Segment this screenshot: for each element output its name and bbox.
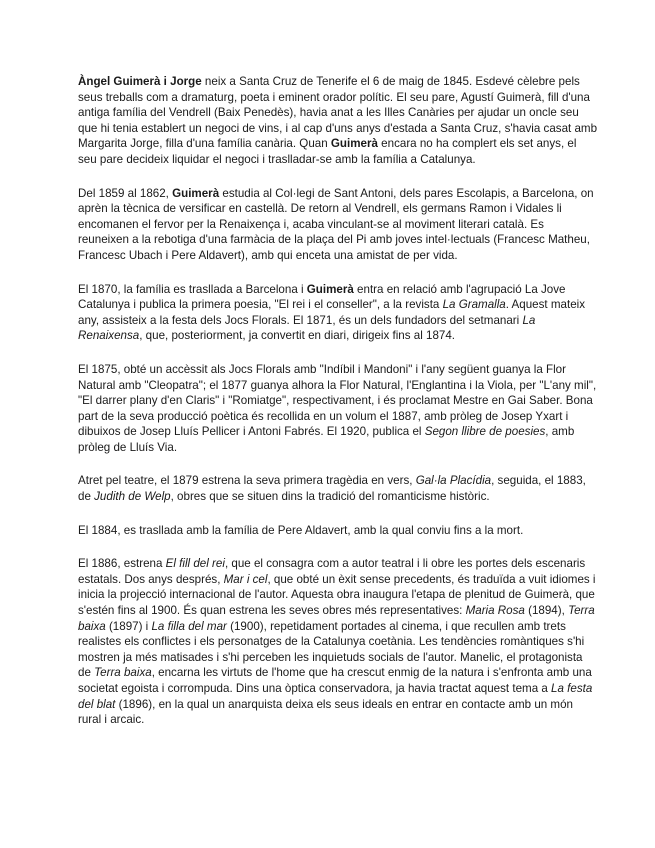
text-run: Del 1859 al 1862, (78, 186, 173, 200)
italic-run: La Gramalla (442, 298, 506, 312)
bold-run: Guimerà (172, 186, 220, 200)
text-run: . Aquest mateix any, assisteix a la festa dels Jocs Florals. El 1871, és un dels fundadors del setmanari (78, 298, 586, 327)
text-run: (1896), en la qual un anarquista deixa els seus ideals en entrar en contacte amb un món rural i arcaic. (78, 697, 573, 727)
italic-run: Mar i cel (223, 572, 268, 586)
text-run: , que, posteriorment, ja convertit en diari, dirigeix fins al 1874. (139, 329, 456, 343)
text-run: entra en relació amb l'agrupació La Jove Catalunya i publica la primera poesia, "El rei i el conseller", a la revista (78, 282, 566, 312)
bold-run: Guimerà (330, 137, 378, 151)
italic-run: Segon llibre de poesies (424, 425, 546, 439)
paragraph-jocs-florals (78, 362, 598, 456)
paragraph-theatre (78, 473, 598, 504)
text-run: , que el consagra com a autor teatral i li obre les portes dels escenaris estatals. Dos anys després, (78, 557, 586, 586)
paragraph-education (78, 186, 598, 264)
paragraph-major-works (78, 556, 598, 728)
paragraph-intro (78, 74, 598, 168)
text-run: , seguida, el 1883, de (78, 474, 586, 504)
italic-run: Gal·la Placídia (415, 474, 492, 488)
italic-run: Judith de Welp (94, 490, 171, 504)
text-run: , amb pròleg de Lluís Via. (78, 425, 575, 454)
text-run: (1897) i (105, 619, 152, 633)
document-body (78, 74, 598, 728)
text-run: (1900), repetidament portades al cinema, i que recullen amb trets realistes els conflictes i els personatges de la Catalunya coetània. Les tendències romàntiques s'hi mostren ja més matisades i s'hi perceben les inquietuds socials de l'autor. Manelic, el protagonista de (78, 619, 585, 680)
italic-run: El fill del rei (165, 557, 225, 571)
text-run: El 1884, es trasllada amb la família de Pere Aldavert, amb la qual conviu fins a la mort. (78, 523, 524, 537)
italic-run: La festa del blat (78, 682, 593, 711)
bold-run: Àngel Guimerà i Jorge (78, 75, 202, 88)
italic-run: Terra baixa (94, 666, 152, 680)
italic-run: La Renaixensa (78, 313, 536, 343)
bold-run: Guimerà (306, 282, 354, 296)
text-run: encara no ha complert els set anys, el seu pare decideix liquidar el negoci i traslladar-se amb la família a Catalunya. (78, 137, 577, 166)
text-run: neix a Santa Cruz de Tenerife el 6 de maig de 1845. Esdevé cèlebre pels seus treballs com a dramaturg, poeta i eminent orador polític. El seu pare, Agustí Guimerà, fill d'una antiga família del Vendrell (Baix Penedès), havia anat a les Illes Canàries per ajudar un oncle seu que hi tenia establert un negoci de vins, i al cap d'uns anys d'estada a Santa Cruz, s'havia casat amb Margarita Jorge, filla d'una família canària. Quan (78, 75, 598, 151)
paragraph-barcelona (78, 282, 598, 344)
paragraph-aldavert (78, 523, 598, 539)
text-run: , que obté un èxit sense precedents, és traduïda a vuit idiomes i inicia la projecció internacional de l'autor. Aquesta obra inaugura l'etapa de plenitud de Guimerà, que s'estén fins al 1900. És quan estrena les seves obres més representatives: (78, 572, 596, 618)
text-run: estudia al Col·legi de Sant Antoni, dels pares Escolapis, a Barcelona, on aprèn la tècnica de versificar en castellà. De retorn al Vendrell, els germans Ramon i Vidales li encomanen el fervor per la Renaixença i, acaba vinculant-se al moviment literari català. Es reuneixen a la rebotiga d'una farmàcia de la plaça del Pi amb joves intel·lectuals (Francesc Matheu, Francesc Ubach i Pere Aldavert), amb qui enceta una amistat de per vida. (78, 186, 594, 262)
text-run: , obres que se situen dins la tradició del romanticisme històric. (170, 490, 490, 504)
italic-run: La filla del mar (151, 619, 227, 633)
text-run: El 1870, la família es trasllada a Barcelona i (78, 282, 307, 296)
text-run: El 1875, obté un accèssit als Jocs Florals amb "Indíbil i Mandoni" i l'any següent guanya la Flor Natural amb "Cleopatra"; el 1877 guanya alhora la Flor Natural, l'Englantina i la Viola, per "L'any mil", "El darrer plany d'en Claris" i "Romiatge", respectivament, i és proclamat Mestre en Gai Saber. Bona part de la seva producció poètica és recollida en un volum el 1887, amb pròleg de Josep Yxart i dibuixos de Josep Lluís Pellicer i Antoni Fabrés. El 1920, publica el (78, 362, 597, 439)
italic-run: Terra baixa (78, 604, 595, 633)
text-run: (1894), (524, 604, 569, 618)
text-run: , encarna les virtuts de l'home que ha crescut enmig de la natura i s'enfronta amb una societat egoista i corrompuda. Dins una òptica conservadora, ja havia tractat aquest tema a (78, 666, 592, 695)
text-run: Atret pel teatre, el 1879 estrena la seva primera tragèdia en vers, (78, 474, 416, 488)
italic-run: Maria Rosa (465, 604, 525, 618)
text-run: El 1886, estrena (78, 557, 166, 571)
